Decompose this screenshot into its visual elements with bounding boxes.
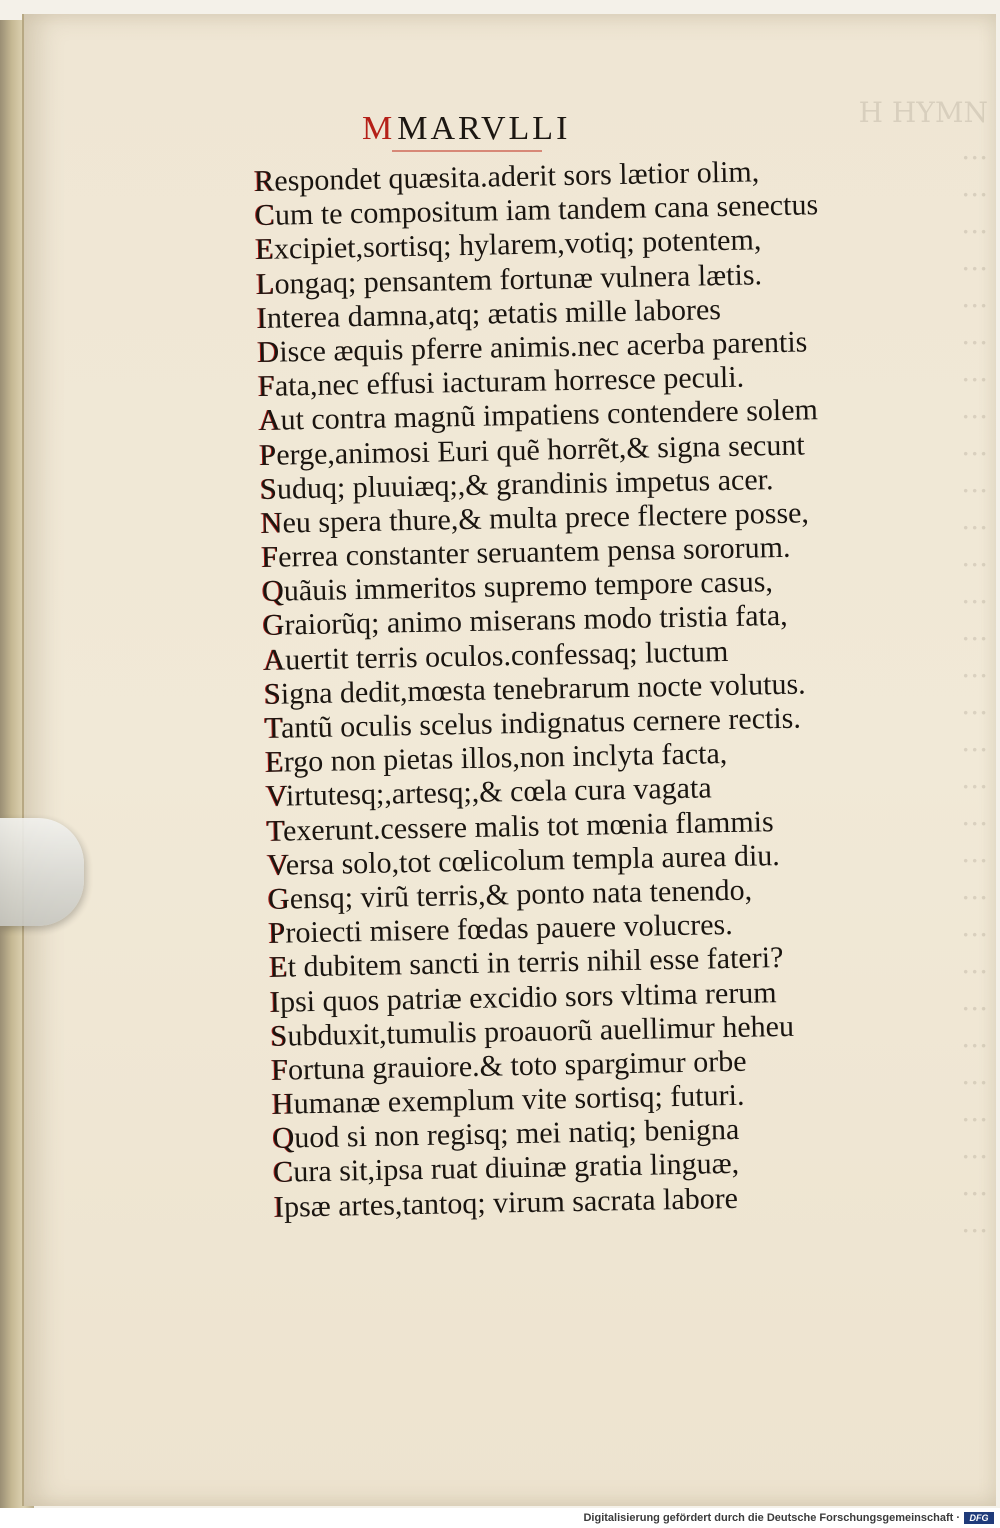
verse-text: ut contra magnũ impatiens contendere solem (280, 393, 819, 437)
verse-text: uduq; pluuiæq;,& grandinis impetus acer. (276, 462, 774, 506)
verse-text: ura sit,ipsa ruat diuinæ gratia linguæ, (293, 1147, 740, 1189)
verse-text: ubduxit,tumulis proauorũ auellimur heheu (287, 1009, 795, 1053)
verse-text: isce æquis pferre animis.nec acerba parentis (278, 325, 808, 369)
rubricated-initial: E (269, 950, 289, 985)
verse-text: ortuna grauiore.& toto spargimur orbe (287, 1044, 747, 1087)
verse-text: antũ oculis scelus indignatus cernere rectis. (280, 701, 802, 745)
verse-text: eu spera thure,& multa prece flectere posse, (282, 496, 810, 540)
verse-text: raiorũq; animo miserans modo tristia fata, (284, 599, 788, 642)
rubricated-initial: V (265, 779, 287, 814)
rubricated-initial: C (273, 1155, 294, 1190)
verse-block (254, 153, 874, 1224)
verse-text: xcipiet,sortisq; hylarem,votiq; potentem, (273, 223, 762, 267)
verse-text: psæ artes,tantoq; virum sacrata labore (283, 1181, 739, 1224)
rubricated-initial: N (260, 506, 283, 540)
rubricated-initial: L (255, 267, 275, 301)
footer-bar (0, 1508, 1000, 1528)
verse-text: uod si non regisq; mei natiq; benigna (294, 1113, 740, 1155)
verse-text: uãuis immeritos supremo tempore casus, (283, 565, 774, 608)
header-rubric-initial: M (362, 110, 396, 147)
verse-text: irtutesq;,artesq;,& cœla cura vagata (285, 771, 712, 813)
page-clip (0, 818, 84, 926)
verse-text: uertit terris oculos.confessaq; luctum (284, 634, 729, 677)
verse-text: rgo non pietas illos,non inclyta facta, (283, 737, 728, 779)
rubricated-initial: Q (261, 574, 285, 609)
rubricated-initial: T (266, 814, 284, 848)
rubricated-initial: F (257, 369, 276, 404)
verse-text: erge,animosi Euri quẽ horrẽt,& signa secunt (275, 427, 805, 472)
verse-text: nterea damna,atq; ætatis mille labores (266, 292, 722, 335)
rubricated-initial: G (267, 882, 291, 916)
verse-text: umanæ exemplum vite sortisq; futuri. (293, 1078, 745, 1121)
verse-text: ata,nec effusi iacturam horresce peculi. (274, 360, 745, 403)
show-through-text: H HYMN ... ... ... ... ... ... ... ... ... ... ... ... ... ... ... ... ... ... ... ... ... ... ... ... ... ... ... ... ... ... (858, 96, 988, 1239)
verse-text: ongaq; pensantem fortunæ vulnera lætis. (274, 257, 763, 301)
verse-text: ersa solo,tot cœlicolum templa aurea diu. (285, 838, 781, 882)
rubricated-initial: F (271, 1053, 289, 1087)
rubricated-initial: E (255, 233, 275, 267)
rubricated-initial: G (262, 608, 285, 643)
verse-text: roiecti misere fœdas pauere volucres. (285, 908, 733, 950)
rubricated-initial: A (258, 403, 281, 438)
rubricated-initial: T (264, 711, 282, 745)
verse-text: igna dedit,mœsta tenebrarum nocte volutus. (280, 667, 806, 711)
rubricated-initial: I (269, 985, 281, 1019)
header-title: MARVLLI (397, 110, 571, 147)
rubricated-initial: H (271, 1087, 295, 1121)
verse-text: um te compositum iam tandem cana senectus (274, 188, 819, 232)
dfg-logo: DFG (964, 1512, 994, 1524)
rubricated-initial: E (265, 745, 285, 780)
verse-text: ensq; virũ terris,& ponto nata tenendo, (289, 873, 753, 916)
running-header (362, 110, 570, 148)
verse-text: espondet quæsita.aderit sors lætior olim, (274, 155, 760, 198)
rubricated-initial: I (273, 1190, 285, 1224)
verse-text: t dubitem sancti in terris nihil esse fateri? (287, 941, 784, 984)
rubricated-initial: S (263, 677, 282, 711)
header-rubric-underline (392, 150, 542, 152)
rubricated-initial: D (257, 335, 280, 369)
rubricated-initial: S (259, 472, 278, 506)
rubricated-initial: S (270, 1019, 288, 1053)
rubricated-initial: Q (272, 1121, 295, 1156)
rubricated-initial: C (254, 198, 276, 233)
verse-text: psi quos patriæ excidio sors vltima rerum (279, 975, 777, 1019)
rubricated-initial: P (259, 438, 277, 472)
verse-text: errea constanter seruantem pensa sororum. (277, 530, 791, 574)
rubricated-initial: V (267, 848, 287, 882)
funding-credit: Digitalisierung gefördert durch die Deutsche Forschungsgemeinschaft · (583, 1512, 960, 1524)
rubricated-initial: P (268, 916, 286, 950)
verse-text: exerunt.cessere malis tot mœnia flammis (282, 804, 774, 848)
rubricated-initial: I (256, 301, 268, 335)
rubricated-initial: R (254, 164, 275, 198)
rubricated-initial: F (261, 540, 279, 574)
rubricated-initial: A (263, 643, 286, 677)
